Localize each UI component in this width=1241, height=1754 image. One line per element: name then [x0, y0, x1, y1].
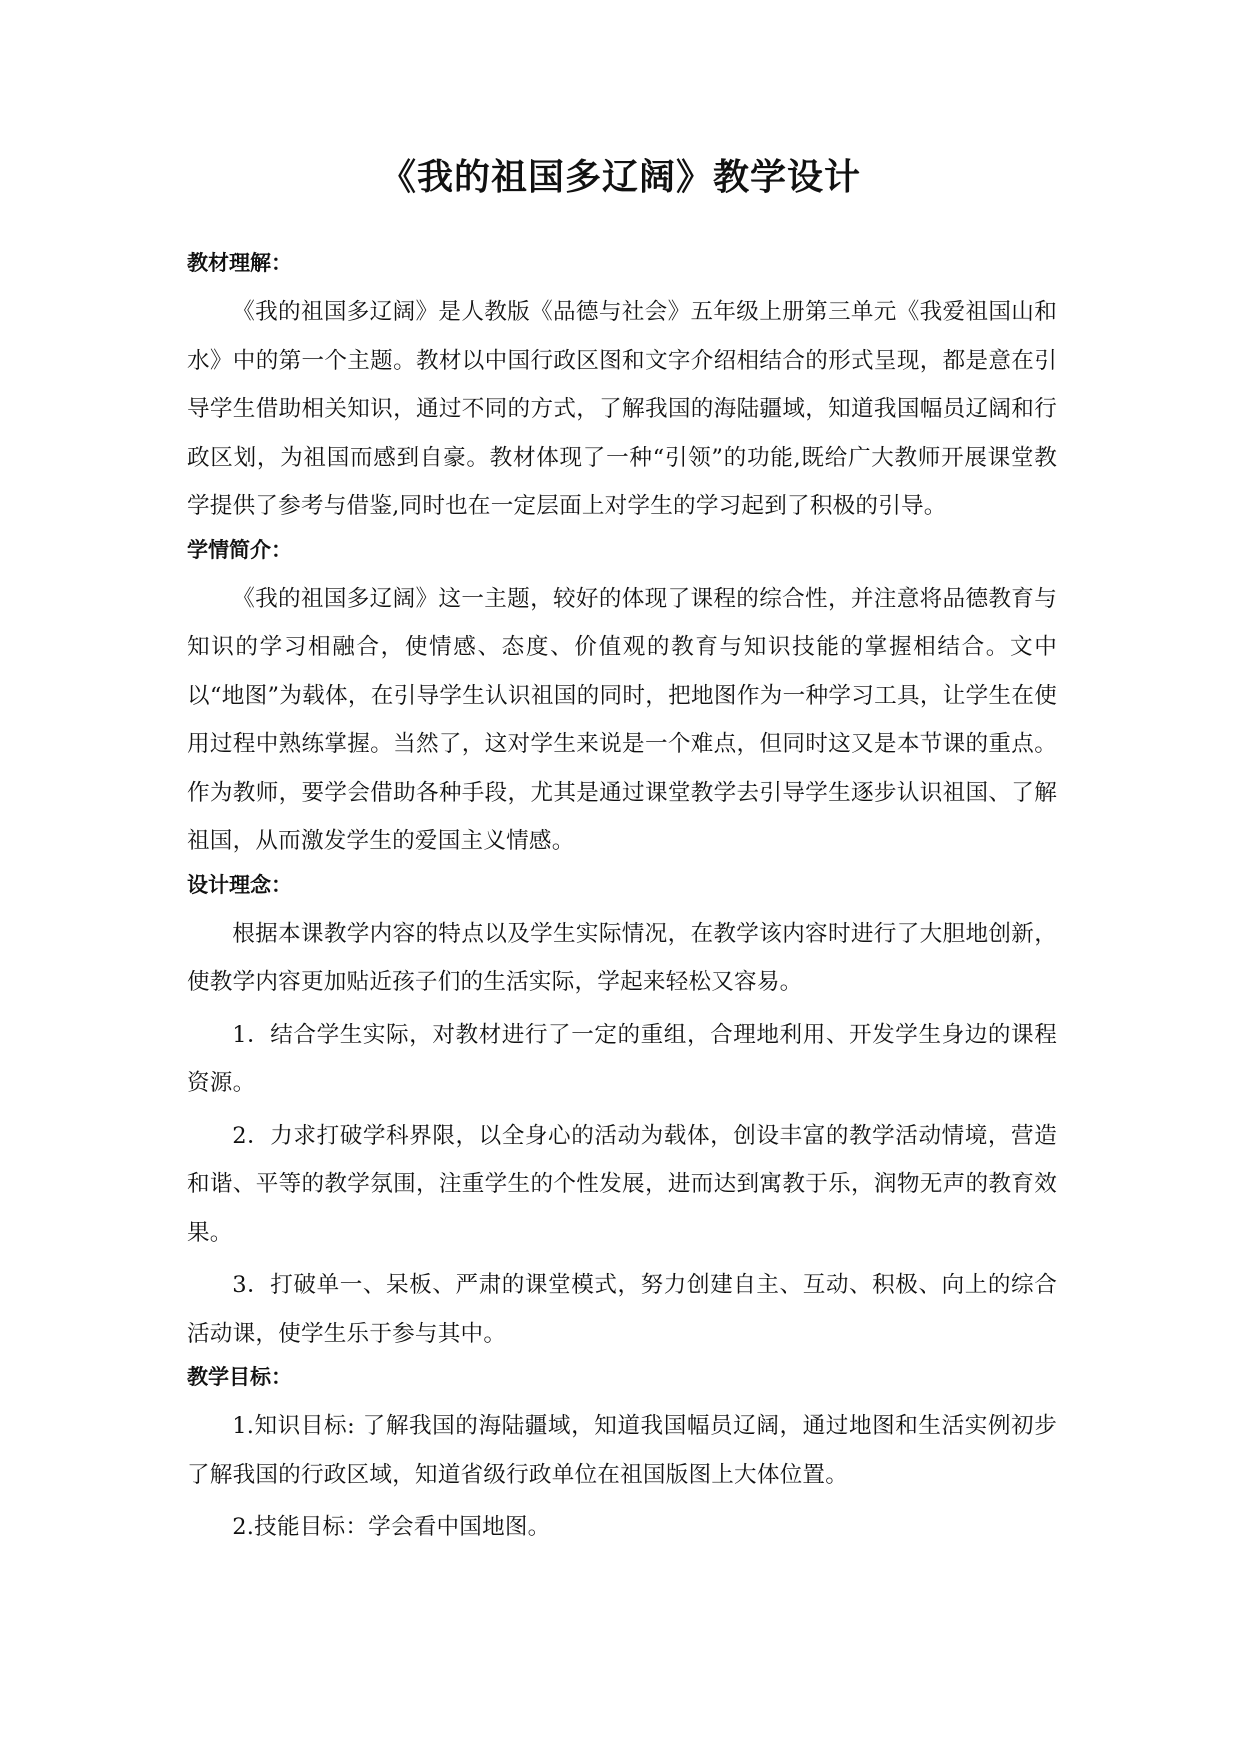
section-student-situation: [187, 535, 1057, 866]
paragraph: 根据本课教学内容的特点以及学生实际情况，在教学该内容时进行了大胆地创新，使教学内容更加贴近孩子们的生活实际，学起来轻松又容易。: [187, 920, 1057, 995]
section-teaching-goals: [187, 1362, 1057, 1552]
document-body: [187, 248, 1057, 1556]
section-heading: 学情简介：: [187, 537, 292, 562]
numbered-paragraph: 3．打破单一、呆板、严肃的课堂模式，努力创建自主、互动、积极、向上的综合活动课，使学生乐于参与其中。: [187, 1272, 1057, 1347]
paragraph: 《我的祖国多辽阔》这一主题，较好的体现了课程的综合性，并注意将品德教育与知识的学习相融合，使情感、态度、价值观的教育与知识技能的掌握相结合。文中以“地图”为载体，在引导学生认识祖国的同时，把地图作为一种学习工具，让学生在使用过程中熟练掌握。当然了，这对学生来说是一个难点，但同时这又是本节课的重点。作为教师，要学会借助各种手段，尤其是通过课堂教学去引导学生逐步认识祖国、了解祖国，从而激发学生的爱国主义情感。: [187, 585, 1057, 854]
section-heading: 教学目标：: [187, 1365, 292, 1389]
section-heading: 教材理解：: [187, 251, 292, 275]
numbered-paragraph: 2．力求打破学科界限，以全身心的活动为载体，创设丰富的教学活动情境，营造和谐、平等的教学氛围，注重学生的个性发展，进而达到寓教于乐，润物无声的教育效果。: [187, 1122, 1057, 1246]
section-design-concept: [187, 870, 1057, 1359]
numbered-paragraph: 1.知识目标: 了解我国的海陆疆域，知道我国幅员辽阔，通过地图和生活实例初步了解我国的行政区域，知道省级行政单位在祖国版图上大体位置。: [187, 1413, 1057, 1488]
section-textbook-understanding: [187, 248, 1057, 531]
document-title: 《我的祖国多辽阔》教学设计: [379, 156, 861, 198]
numbered-paragraph: 2.技能目标：学会看中国地图。: [232, 1514, 551, 1540]
section-heading: 设计理念：: [187, 872, 292, 897]
numbered-paragraph: 1．结合学生实际，对教材进行了一定的重组，合理地利用、开发学生身边的课程资源。: [187, 1021, 1057, 1096]
paragraph: 《我的祖国多辽阔》是人教版《品德与社会》五年级上册第三单元《我爱祖国山和水》中的第一个主题。教材以中国行政区图和文字介绍相结合的形式呈现，都是意在引导学生借助相关知识，通过不同的方式，了解我国的海陆疆域，知道我国幅员辽阔和行政区划，为祖国而感到自豪。教材体现了一种“引领”的功能,既给广大教师开展课堂教学提供了参考与借鉴,同时也在一定层面上对学生的学习起到了积极的引导。: [187, 299, 1057, 519]
